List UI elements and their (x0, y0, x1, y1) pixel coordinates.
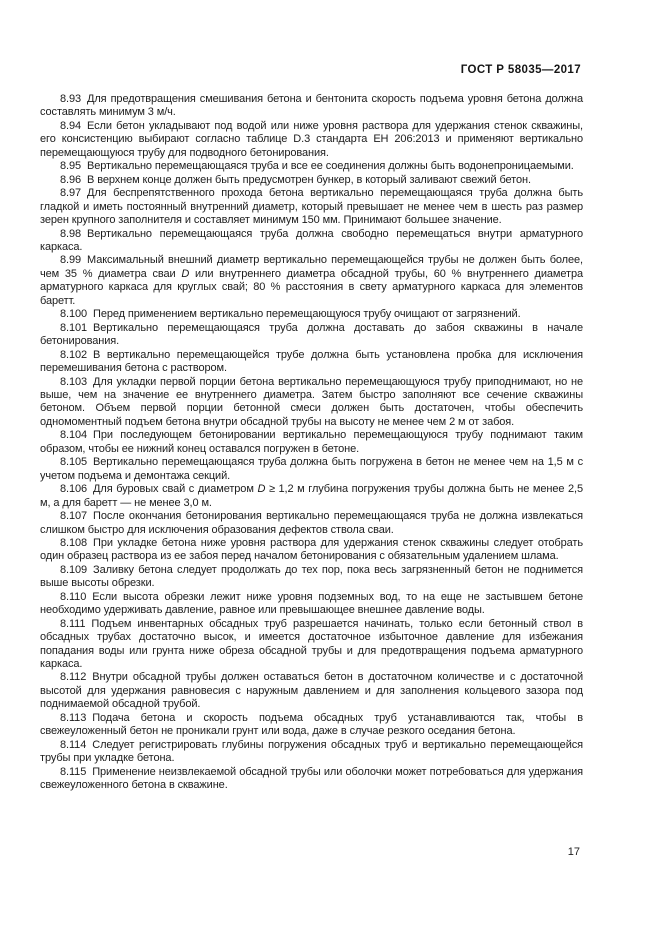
paragraph-text: В верхнем конце должен быть предусмотрен бункер, в который заливают свежий бетон. (87, 173, 531, 186)
paragraph-number: 8.102 (60, 348, 88, 361)
paragraph-text: Для буровых свай с диаметром (93, 483, 258, 496)
paragraph-number: 8.109 (60, 563, 88, 576)
paragraph-text: Вертикально перемещающаяся труба и все ее соединения должны быть водонепроницаемыми. (87, 160, 574, 173)
paragraph (40, 349, 583, 376)
paragraph-number: 8.110 (60, 590, 87, 603)
paragraph-number: 8.108 (60, 536, 88, 549)
paragraph (40, 766, 583, 793)
paragraph (40, 537, 583, 564)
paragraph (40, 483, 583, 510)
paragraph (40, 160, 583, 173)
paragraph-number: 8.114 (60, 738, 87, 751)
paragraph (40, 322, 583, 349)
paragraph (40, 376, 583, 430)
paragraph (40, 93, 583, 120)
document-body (40, 93, 583, 793)
paragraph (40, 456, 583, 483)
paragraph-number: 8.105 (60, 456, 88, 469)
paragraph-text: При укладке бетона ниже уровня раствора для удержания стенок скважины следует отобрать один образец раствора из ее забоя перед началом бетонирования с обязательным удалением шлама. (40, 536, 583, 563)
paragraph-text: Для беспрепятственного прохода бетона вертикально перемещающаяся труба должна быть гладкой и иметь постоянный внутренний диаметр, который превышает не менее чем в шесть раз размер зерен крупного заполнителя и составляет минимум 150 мм. Принимают большее значение. (40, 187, 583, 227)
paragraph (40, 739, 583, 766)
paragraph (40, 429, 583, 456)
paragraph (40, 671, 583, 711)
paragraph-text: Подача бетона и скорость подъема обсадных труб устанавливаются так, чтобы в свежеуложенный бетон не проникали грунт или вода, даже в случае резкого оседания бетона. (40, 711, 583, 738)
paragraph-number: 8.107 (60, 510, 88, 523)
paragraph-text: Заливку бетона следует продолжать до тех пор, пока весь загрязненный бетон не поднимется выше высоты обрезки. (40, 563, 583, 590)
paragraph-number: 8.99 (60, 254, 82, 267)
paragraph-number: 8.104 (60, 429, 88, 442)
italic-variable: D (257, 483, 266, 496)
paragraph-text: После окончания бетонирования вертикально перемещающаяся труба не должна извлекаться слишком быстро для исключения образования дефектов ствола сваи. (40, 510, 583, 536)
paragraph-text: При последующем бетонировании вертикально перемещающуюся трубу поднимают таким образом, чтобы ее нижний конец оставался погружен в бетоне. (40, 429, 583, 455)
paragraph (40, 591, 583, 618)
paragraph-text: Максимальный внешний диаметр вертикально перемещающейся трубы не должен быть более, чем 35 % диаметра сваи (40, 254, 583, 280)
paragraph-number: 8.100 (60, 308, 88, 321)
paragraph-text: Для предотвращения смешивания бетона и бентонита скорость подъема уровня бетона должна составлять минимум 3 м/ч. (40, 93, 583, 119)
paragraph-text: Подъем инвентарных обсадных труб разрешается начинать, только если бетонный ствол в обсадных трубах достаточно высок, и имеется достаточное избыточное давление для избежания попадания воды или грунта ниже обреза обсадной трубы и для предотвращения подъема арматурного каркаса. (40, 617, 583, 671)
paragraph-number: 8.93 (60, 93, 82, 105)
paragraph-text: Применение неизвлекаемой обсадной трубы или оболочки может потребоваться для удержания свежеуложенного бетона в скважине. (40, 765, 583, 792)
paragraph-text: Вертикально перемещающаяся труба должна доставать до забоя скважины в начале бетонирования. (40, 321, 583, 348)
paragraph-number: 8.94 (60, 119, 82, 132)
paragraph-number: 8.111 (60, 617, 86, 630)
italic-variable: D (181, 267, 190, 280)
paragraph-number: 8.112 (60, 671, 87, 684)
paragraph-text: Вертикально перемещающаяся труба должна свободно перемещаться внутри арматурного каркаса. (40, 227, 583, 253)
paragraph-text: Следует регистрировать глубины погружения обсадных труб и вертикально перемещающейся трубы при укладке бетона. (40, 738, 583, 765)
paragraph-number: 8.106 (60, 483, 88, 496)
paragraph (40, 254, 583, 308)
paragraph-number: 8.96 (60, 173, 82, 186)
paragraph-text: Если бетон укладывают под водой или ниже уровня раствора для удержания стенок скважины, его консистенцию выбирают согласно таблице D.3 стандарта ЕН 206:2013 и применяют вертикально перемещающуюся трубу для подводного бетонирования. (40, 119, 583, 159)
paragraph-text: Перед применением вертикально перемещающуюся трубу очищают от загрязнений. (93, 308, 521, 321)
paragraph-number: 8.113 (60, 711, 87, 724)
paragraph-number: 8.97 (60, 187, 82, 200)
paragraph (40, 228, 583, 255)
paragraph-number: 8.103 (60, 375, 88, 388)
paragraph (40, 618, 583, 672)
paragraph-number: 8.98 (60, 227, 82, 240)
standard-designation-header: ГОСТ Р 58035—2017 (460, 64, 581, 76)
paragraph (40, 510, 583, 537)
paragraph (40, 308, 583, 321)
paragraph-number: 8.101 (60, 321, 88, 334)
paragraph-number: 8.95 (60, 160, 82, 173)
paragraph-number: 8.115 (60, 765, 87, 778)
paragraph-text: Вертикально перемещающаяся труба должна быть погружена в бетон не менее чем на 1,5 м с учетом подъема и демонтажа секций. (40, 456, 583, 482)
paragraph (40, 174, 583, 187)
paragraph (40, 187, 583, 227)
paragraph-text: ≥ 1,2 м глубина погружения трубы должна быть не менее 2,5 м, а для баретт — не менее 3,0 м. (40, 483, 583, 509)
paragraph (40, 564, 583, 591)
paragraph (40, 120, 583, 160)
paragraph (40, 712, 583, 739)
page-number: 17 (567, 846, 580, 858)
paragraph-text: В вертикально перемещающейся трубе должна быть установлена пробка для исключения перемешивания бетона с раствором. (40, 348, 583, 375)
paragraph-text: или внутреннего диаметра обсадной трубы, 60 % внутреннего диаметра арматурного каркаса для круглых свай; 80 % расстояния в свету арматурного каркаса для элементов баретт. (40, 267, 583, 307)
paragraph-text: Внутри обсадной трубы должен оставаться бетон в достаточном количестве и с достаточной высотой для удержания равновесия с наружным давлением и для заполнения кольцевого зазора под поднимаемой обсадной трубой. (40, 671, 583, 711)
paragraph-text: Для укладки первой порции бетона вертикально перемещающуюся трубу приподнимают, но не выше, чем на значение ее внутреннего диаметра. Затем быстро заполняют все сечение скважины бетоном. Объем первой порции бетонной смеси должен быть достаточен, чтобы обеспечить одномоментный подъем бетона внутри обсадной трубы на высоту не менее чем 2 м от забоя. (40, 375, 583, 428)
paragraph-text: Если высота обрезки лежит ниже уровня подземных вод, то на еще не застывшем бетоне необходимо удерживать давление, равное или превышающее внешнее давление воды. (40, 590, 583, 617)
